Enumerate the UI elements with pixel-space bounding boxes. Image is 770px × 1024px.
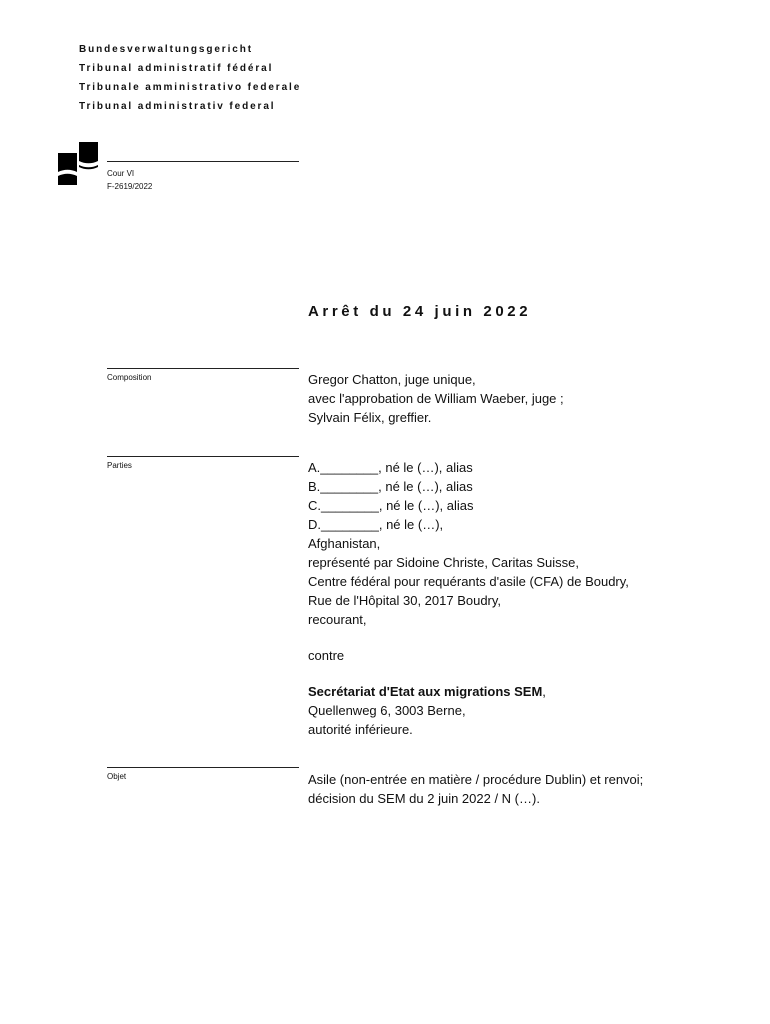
party-line: Centre fédéral pour requérants d'asile (CFA) de Boudry, [308, 574, 629, 589]
objet-line: Asile (non-entrée en matière / procédure Dublin) et renvoi; [308, 772, 644, 787]
court-name-de: Bundesverwaltungsgericht [79, 44, 253, 55]
party-line: A.________, né le (…), alias [308, 460, 473, 475]
court-name-it: Tribunale amministrativo federale [79, 82, 302, 93]
judgment-title: Arrêt du 24 juin 2022 [308, 303, 532, 320]
authority-heading [308, 682, 629, 701]
objet-divider [107, 767, 299, 768]
chamber: Cour VI [107, 169, 135, 178]
party-line: B.________, né le (…), alias [308, 479, 473, 494]
party-line: Afghanistan, [308, 536, 381, 551]
case-reference [107, 167, 152, 193]
composition-divider [107, 368, 299, 369]
objet-body [308, 770, 643, 808]
objet-label: Objet [107, 772, 127, 781]
authority-line: autorité inférieure. [308, 722, 413, 737]
parties-divider [107, 456, 299, 457]
composition-line: Gregor Chatton, juge unique, [308, 372, 476, 387]
composition-label: Composition [107, 373, 152, 382]
parties-body [308, 458, 629, 739]
contre-label: contre [308, 648, 345, 663]
party-line: recourant, [308, 612, 367, 627]
composition-line: avec l'approbation de William Waeber, juge ; [308, 391, 564, 406]
court-names [79, 40, 301, 116]
court-name-fr: Tribunal administratif fédéral [79, 63, 274, 74]
party-line: représenté par Sidoine Christe, Caritas Suisse, [308, 555, 579, 570]
court-emblem-icon [58, 142, 98, 186]
case-number: F-2619/2022 [107, 182, 153, 191]
party-line: C.________, né le (…), alias [308, 498, 474, 513]
objet-line: décision du SEM du 2 juin 2022 / N (…). [308, 791, 540, 806]
authority-name: Secrétariat d'Etat aux migrations SEM [308, 684, 543, 699]
composition-line: Sylvain Félix, greffier. [308, 410, 432, 425]
authority-suffix: , [542, 684, 546, 699]
reference-divider [107, 161, 299, 162]
party-line: D.________, né le (…), [308, 517, 444, 532]
court-name-rm: Tribunal administrativ federal [79, 101, 276, 112]
party-line: Rue de l'Hôpital 30, 2017 Boudry, [308, 593, 502, 608]
authority-line: Quellenweg 6, 3003 Berne, [308, 703, 466, 718]
composition-body [308, 370, 564, 427]
parties-label: Parties [107, 461, 132, 470]
